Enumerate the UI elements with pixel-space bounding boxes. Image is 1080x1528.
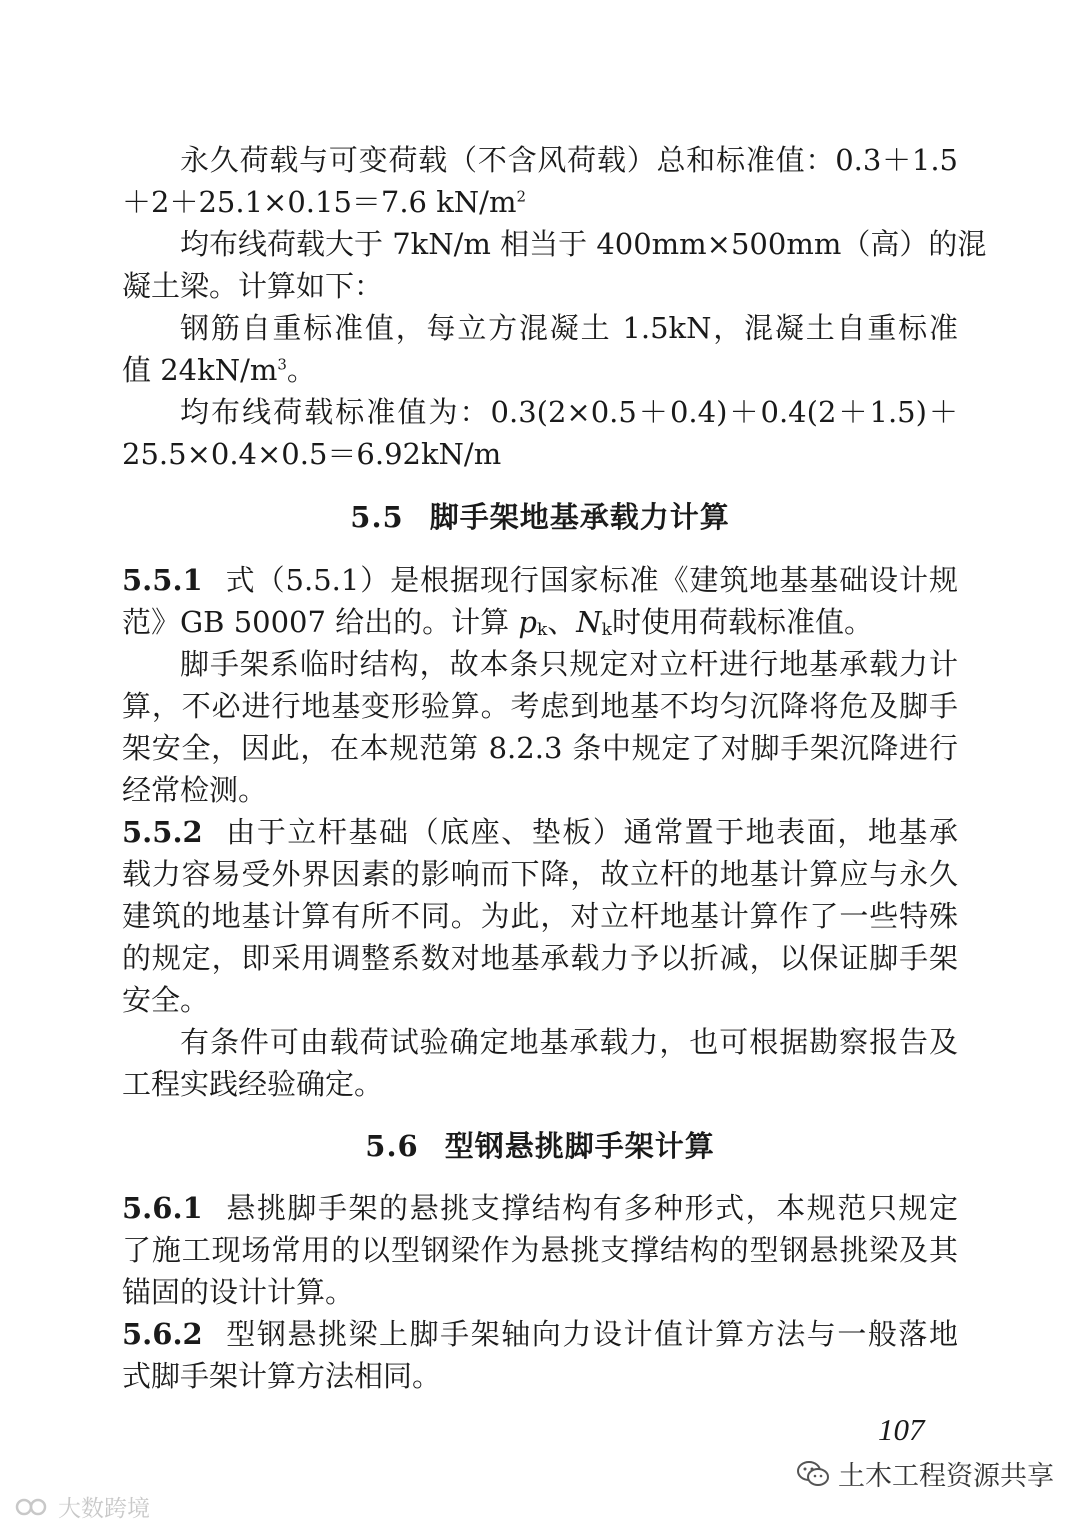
body-line: 凝土梁。计算如下： <box>122 269 384 303</box>
section-heading-5-5 <box>0 497 1080 537</box>
body-line: 值 $24kN/m^3$。 <box>122 353 316 387</box>
watermark-text: 大数跨境 <box>58 1496 150 1522</box>
watermark-source <box>796 1454 1054 1493</box>
watermark-text: 土木工程资源共享 <box>838 1461 1054 1492</box>
body-line: 的规定，即采用调整系数对地基承载力予以折减，以保证脚手架 <box>122 941 958 975</box>
body-line: 式脚手架计算方法相同。 <box>122 1359 442 1393</box>
body-line: 算，不必进行地基变形验算。考虑到地基不均匀沉降将危及脚手 <box>122 689 958 723</box>
clause-number: 5.5.1 <box>122 563 203 597</box>
clause-5-6-2: 5.6.2 型钢悬挑梁上脚手架轴向力设计值计算方法与一般落地 <box>122 1317 958 1351</box>
body-line: 锚固的设计计算。 <box>122 1275 355 1309</box>
body-line: 载力容易受外界因素的影响而下降，故立杆的地基计算应与永久 <box>122 857 958 891</box>
wechat-icon <box>796 1459 830 1489</box>
section-title: 型钢悬挑脚手架计算 <box>444 1129 715 1163</box>
body-line: 了施工现场常用的以型钢梁作为悬挑支撑结构的型钢悬挑梁及其 <box>122 1233 958 1267</box>
body-line: 25.5×0.4×0.5＝6.92kN/m <box>122 437 502 471</box>
clause-number: 5.6.1 <box>122 1191 203 1225</box>
link-logo-icon <box>14 1496 50 1518</box>
section-title: 脚手架地基承载力计算 <box>429 500 730 534</box>
body-line: 经常检测。 <box>122 773 268 807</box>
clause-number: 5.6.2 <box>122 1317 203 1351</box>
body-line: 钢筋自重标准值，每立方混凝土 1.5kN，混凝土自重标准 <box>180 311 958 345</box>
section-heading-5-6 <box>0 1126 1080 1166</box>
body-line: 均布线荷载标准值为：0.3(2×0.5＋0.4)＋0.4(2＋1.5)＋ <box>180 395 958 429</box>
body-line: 架安全，因此，在本规范第 8.2.3 条中规定了对脚手架沉降进行 <box>122 731 958 765</box>
body-line: 建筑的地基计算有所不同。为此，对立杆地基计算作了一些特殊 <box>122 899 958 933</box>
section-number: 5.6 <box>365 1129 419 1163</box>
body-line: 工程实践经验确定。 <box>122 1067 384 1101</box>
clause-5-6-1: 5.6.1 悬挑脚手架的悬挑支撑结构有多种形式，本规范只规定 <box>122 1191 958 1225</box>
watermark-brand <box>14 1490 150 1523</box>
body-line: 范》GB 50007 给出的。计算 pk、Nk时使用荷载标准值。 <box>122 605 873 640</box>
body-line: 安全。 <box>122 983 210 1017</box>
body-line: 均布线荷载大于 7kN/m 相当于 400mm×500mm（高）的混 <box>180 227 987 261</box>
clause-5-5-2: 5.5.2 由于立杆基础（底座、垫板）通常置于地表面，地基承 <box>122 815 958 849</box>
body-line: 脚手架系临时结构，故本条只规定对立杆进行地基承载力计 <box>180 647 958 681</box>
body-line: ＋2＋25.1×0.15＝7.6 $kN/m^2$ <box>122 185 526 219</box>
clause-5-5-1: 5.5.1 式（5.5.1）是根据现行国家标准《建筑地基基础设计规 <box>122 563 958 597</box>
section-number: 5.5 <box>350 500 404 534</box>
page-number: 107 <box>878 1412 925 1447</box>
clause-number: 5.5.2 <box>122 815 203 849</box>
body-line: 有条件可由载荷试验确定地基承载力，也可根据勘察报告及 <box>180 1025 958 1059</box>
body-line: 永久荷载与可变荷载（不含风荷载）总和标准值：0.3＋1.5 <box>180 143 958 177</box>
